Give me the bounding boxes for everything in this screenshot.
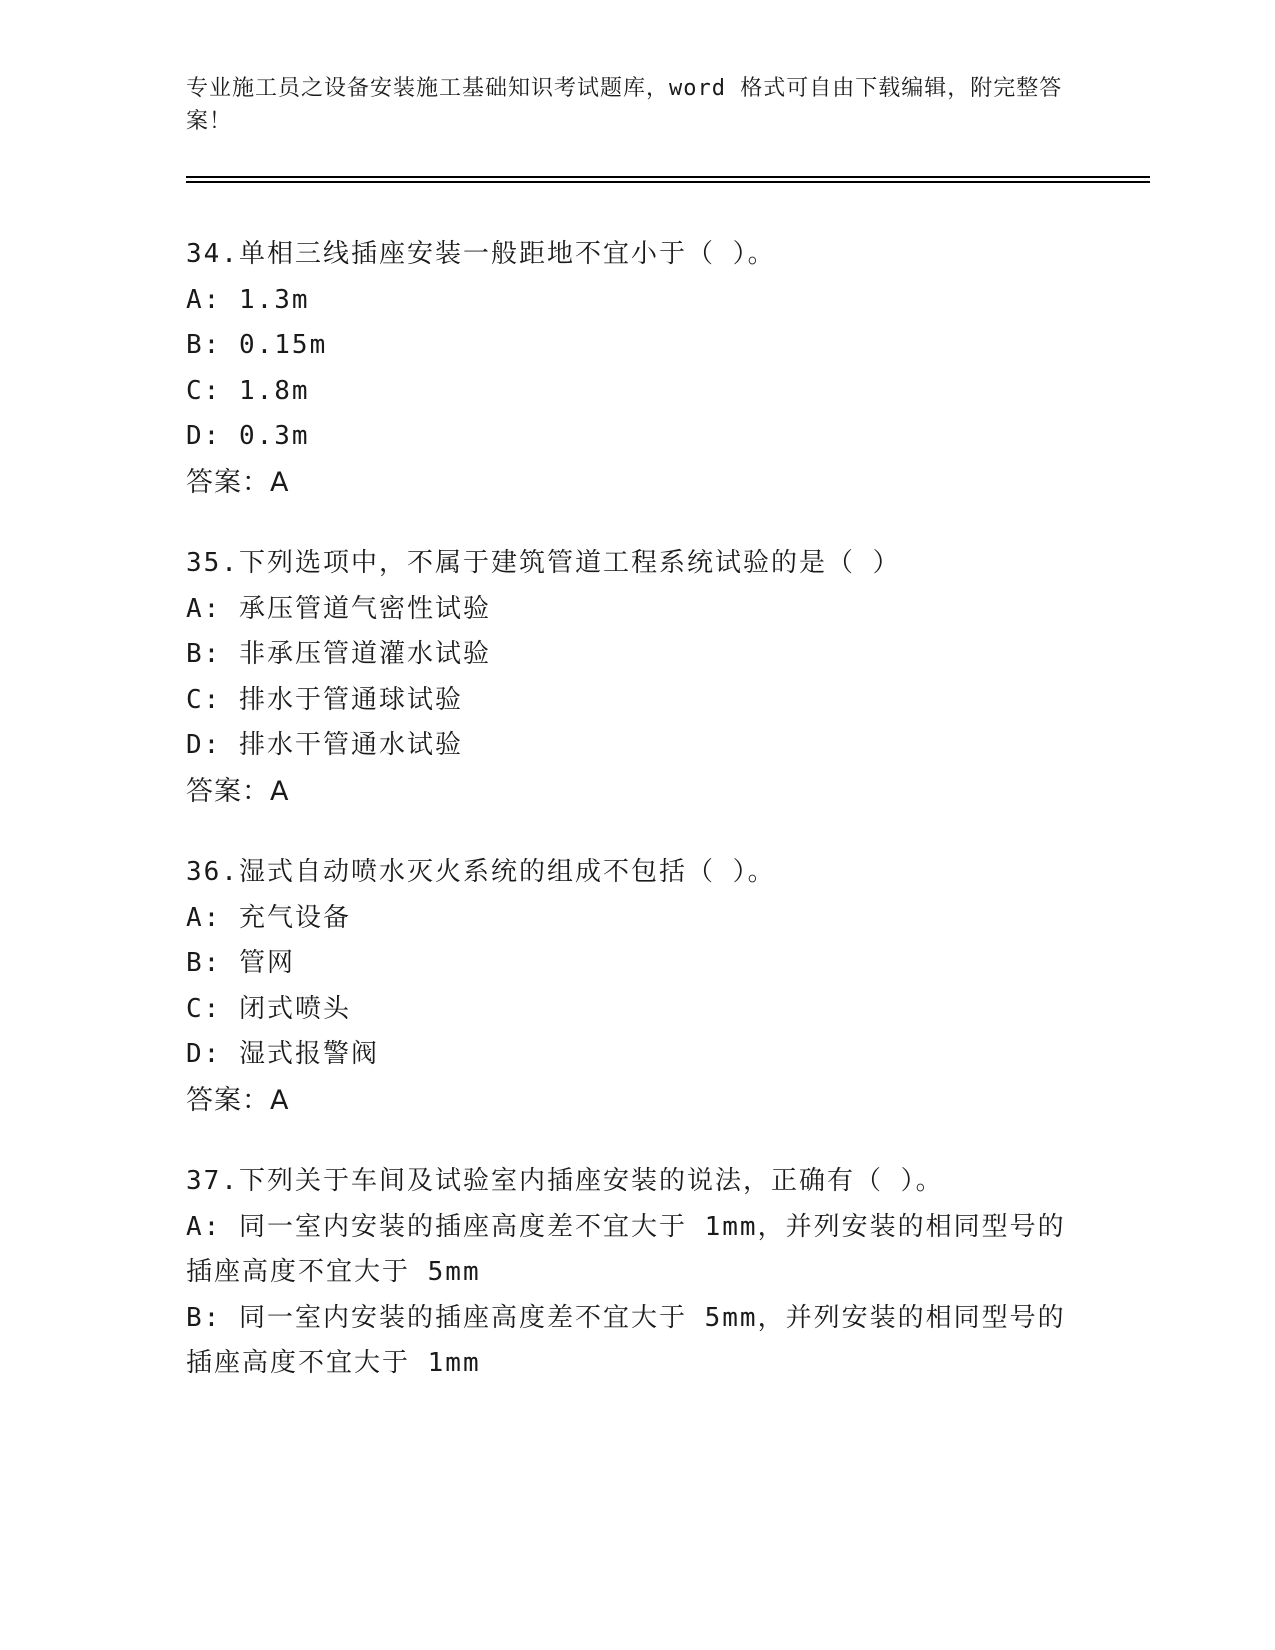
option-d: D: 排水干管通水试验 xyxy=(186,730,463,760)
option-b: B: 同一室内安装的插座高度差不宜大于 5mm，并列安装的相同型号的插座高度不宜大于 1mm xyxy=(186,1302,1066,1378)
question-stem: 37.下列关于车间及试验室内插座安装的说法，正确有（ ）。 xyxy=(186,1166,944,1196)
document-header: 专业施工员之设备安装施工基础知识考试题库，word 格式可自由下载编辑，附完整答案！ xyxy=(186,76,1063,134)
option-d: D: 0.3m xyxy=(186,421,310,451)
question-34 xyxy=(186,232,1086,505)
option-a: A: 1.3m xyxy=(186,284,310,315)
option-d: D: 湿式报警阀 xyxy=(186,1039,379,1069)
option-a: A: 同一室内安装的插座高度差不宜大于 1mm，并列安装的相同型号的插座高度不宜大于 5mm xyxy=(186,1211,1066,1287)
header-rule-top xyxy=(186,176,1150,178)
question-stem: 34.单相三线插座安装一般距地不宜小于（ ）。 xyxy=(186,239,776,269)
option-c: C: 闭式喷头 xyxy=(186,993,351,1024)
option-a: A: 充气设备 xyxy=(186,902,351,933)
option-b: B: 非承压管道灌水试验 xyxy=(186,639,491,669)
question-35 xyxy=(186,541,1086,814)
question-stem: 36.湿式自动喷水灭火系统的组成不包括（ ）。 xyxy=(186,857,776,887)
header-rule-bottom xyxy=(186,181,1150,183)
question-stem: 35.下列选项中，不属于建筑管道工程系统试验的是（ ） xyxy=(186,548,901,578)
answer: 答案：A xyxy=(186,775,290,807)
option-b: B: 0.15m xyxy=(186,330,328,360)
option-b: B: 管网 xyxy=(186,948,295,978)
option-a: A: 承压管道气密性试验 xyxy=(186,593,491,624)
option-c: C: 排水于管通球试验 xyxy=(186,684,463,715)
answer: 答案：A xyxy=(186,1084,290,1116)
answer: 答案：A xyxy=(186,466,290,498)
question-37 xyxy=(186,1159,1086,1387)
question-36 xyxy=(186,850,1086,1123)
question-list xyxy=(186,232,1086,1423)
option-c: C: 1.8m xyxy=(186,375,310,406)
